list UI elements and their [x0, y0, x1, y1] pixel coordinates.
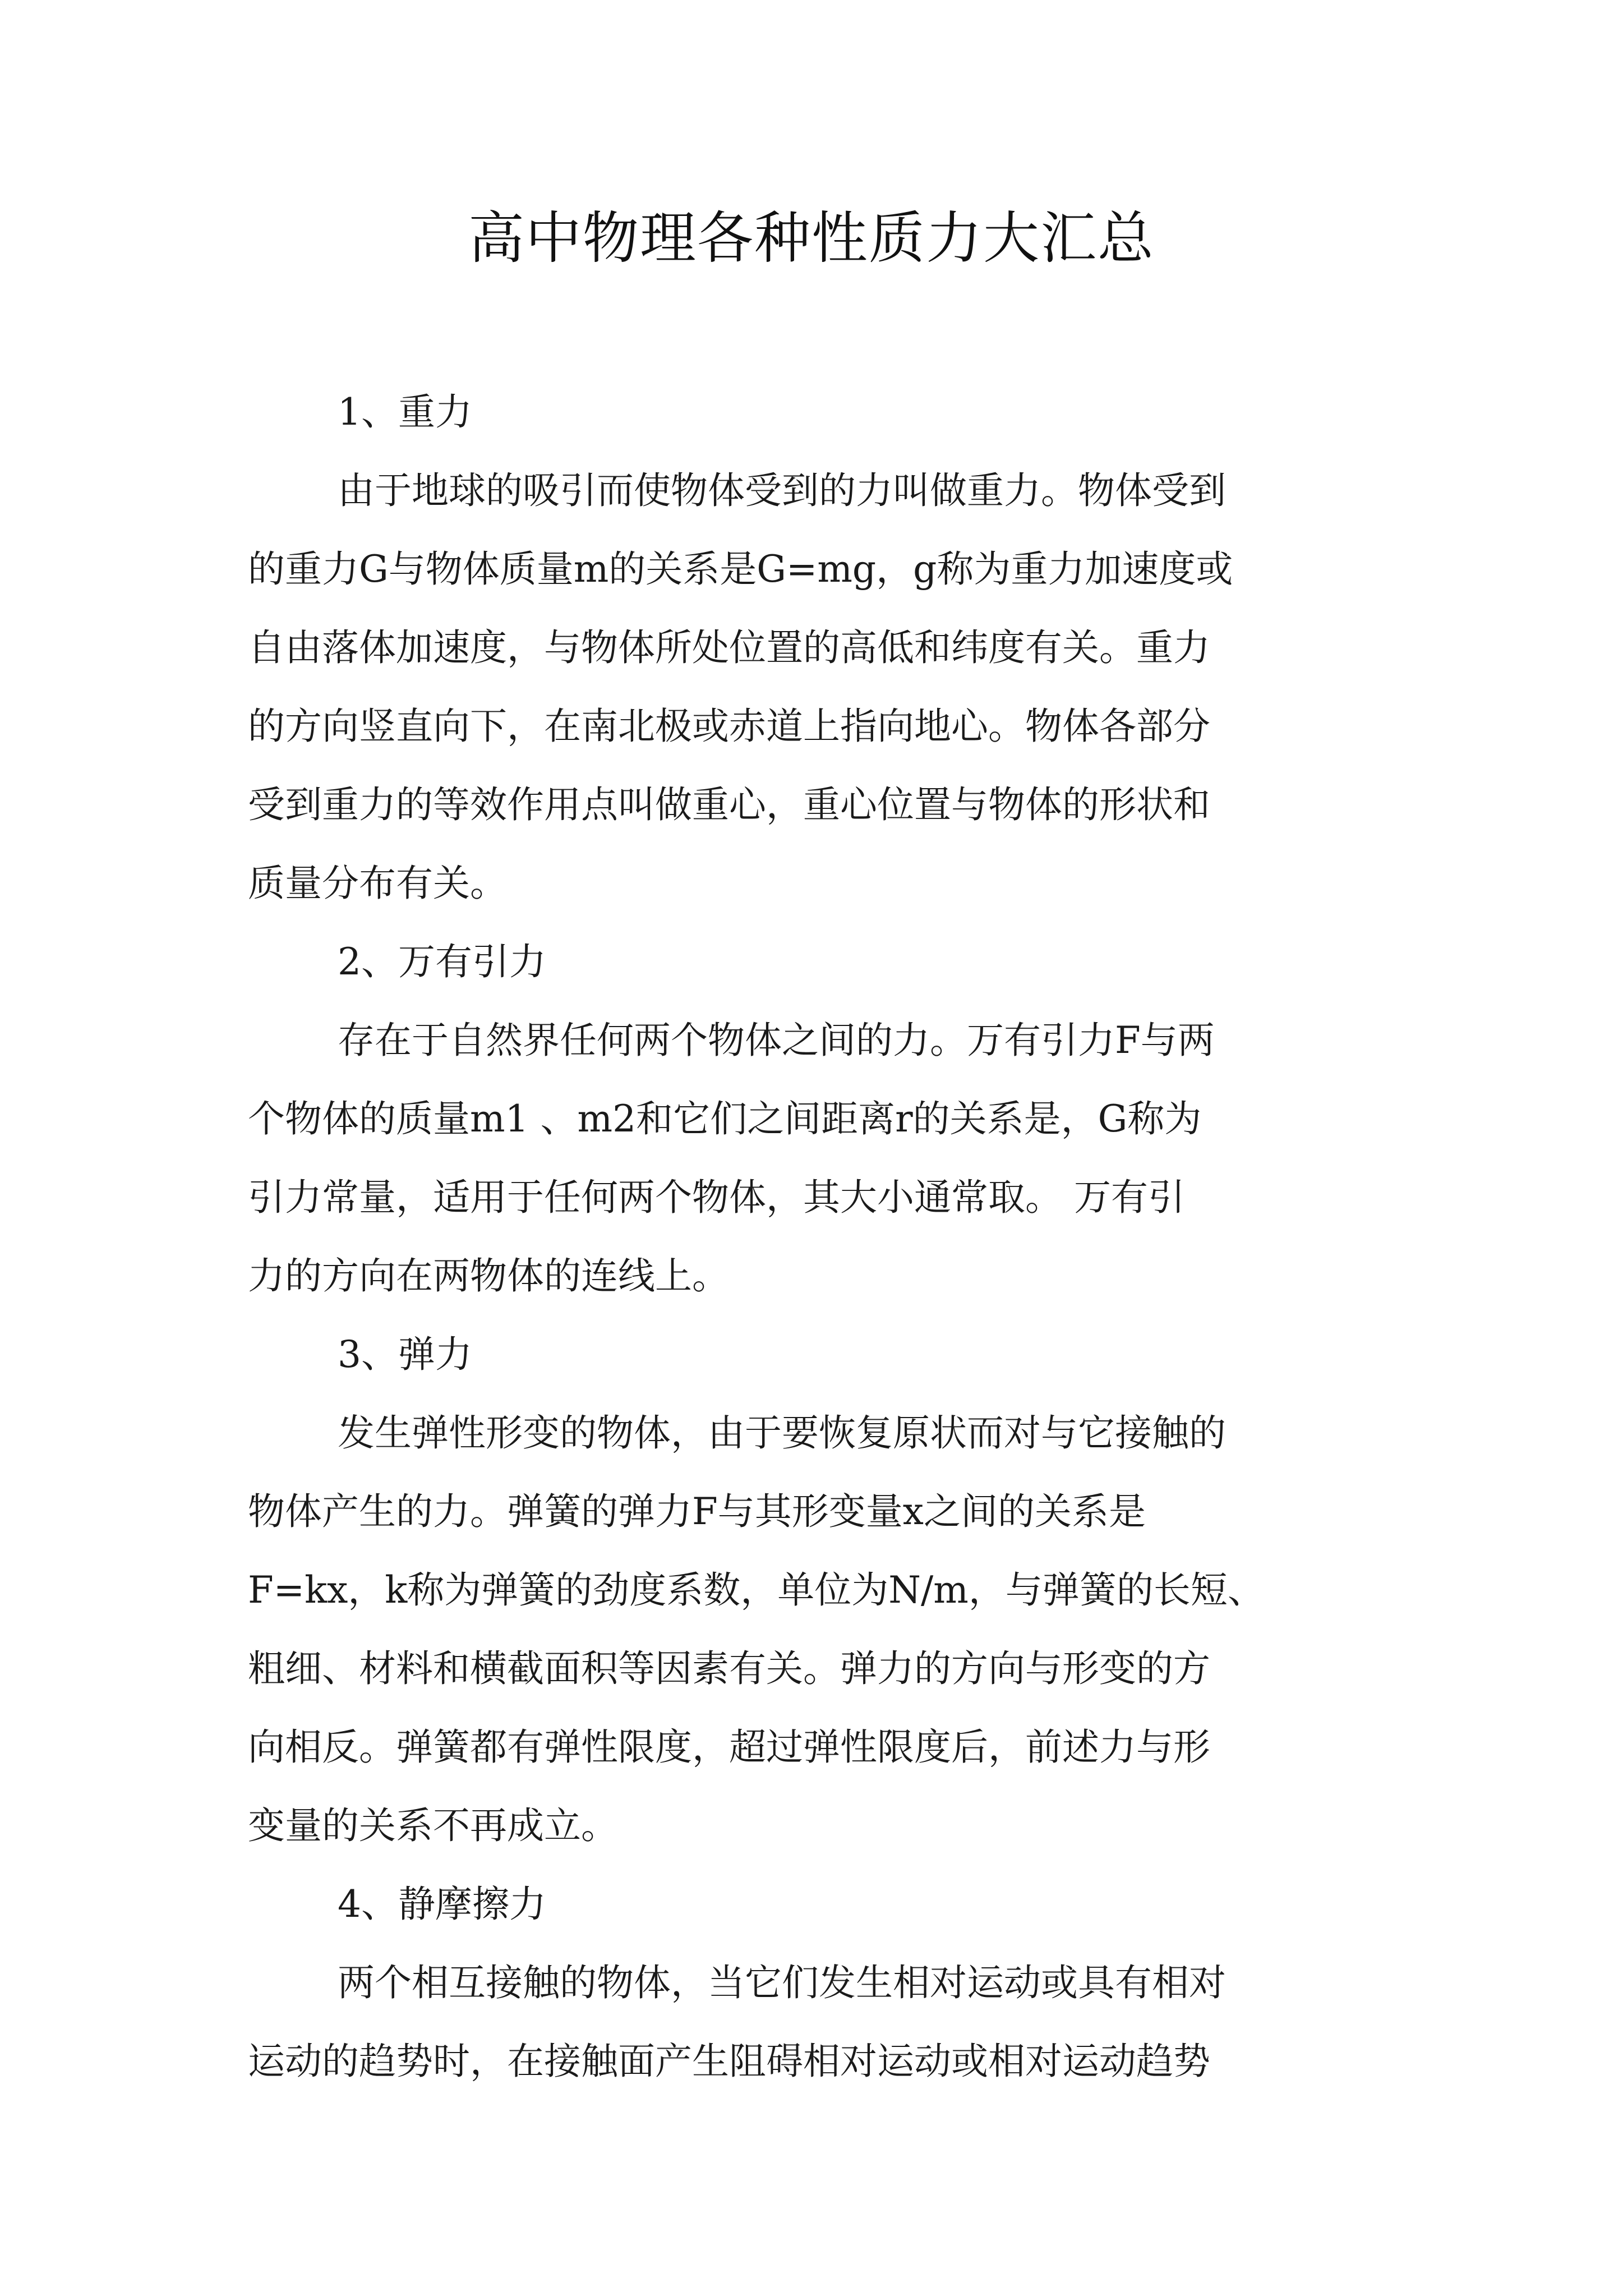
paragraph-line: 两个相互接触的物体，当它们发生相对运动或具有相对 [338, 1961, 1226, 2004]
paragraph-line: 向相反。弹簧都有弹性限度，超过弹性限度后，前述力与形 [248, 1726, 1210, 1769]
paragraph-line: 质量分布有关。 [248, 862, 507, 905]
paragraph-line: 物体产生的力。弹簧的弹力F与其形变量x之间的关系是 [248, 1490, 1146, 1533]
paragraph-line: 引力常量，适用于任何两个物体，其大小通常取。 万有引 [248, 1176, 1185, 1219]
paragraph-line: 的重力G与物体质量m的关系是G=mg，g称为重力加速度或 [248, 547, 1233, 591]
paragraph-line: 运动的趋势时，在接触面产生阻碍相对运动或相对运动趋势 [248, 2040, 1210, 2083]
paragraph-line: 存在于自然界任何两个物体之间的力。万有引力F与两 [338, 1019, 1215, 1062]
paragraph-line: 自由落体加速度，与物体所处位置的高低和纬度有关。重力 [248, 626, 1210, 669]
paragraph-line: F=kx，k称为弹簧的劲度系数，单位为N/m，与弹簧的长短、 [248, 1568, 1265, 1612]
paragraph-line: 由于地球的吸引而使物体受到的力叫做重力。物体受到 [338, 469, 1226, 512]
paragraph-line: 力的方向在两物体的连线上。 [248, 1254, 729, 1297]
paragraph-line: 发生弹性形变的物体，由于要恢复原状而对与它接触的 [338, 1411, 1226, 1455]
paragraph-line: 的方向竖直向下，在南北极或赤道上指向地心。物体各部分 [248, 705, 1210, 748]
section-heading-universal-gravitation: 2、万有引力 [338, 940, 546, 983]
section-heading-gravity: 1、重力 [338, 390, 472, 434]
document-title: 高中物理各种性质力大汇总 [468, 205, 1155, 271]
section-heading-elastic-force: 3、弹力 [338, 1333, 472, 1376]
paragraph-line: 变量的关系不再成立。 [248, 1804, 618, 1847]
paragraph-line: 受到重力的等效作用点叫做重心，重心位置与物体的形状和 [248, 783, 1210, 826]
paragraph-line: 个物体的质量m1 、m2和它们之间距离r的关系是，G称为 [248, 1097, 1202, 1140]
section-heading-static-friction: 4、静摩擦力 [338, 1883, 546, 1926]
paragraph-line: 粗细、材料和横截面积等因素有关。弹力的方向与形变的方 [248, 1647, 1210, 1690]
